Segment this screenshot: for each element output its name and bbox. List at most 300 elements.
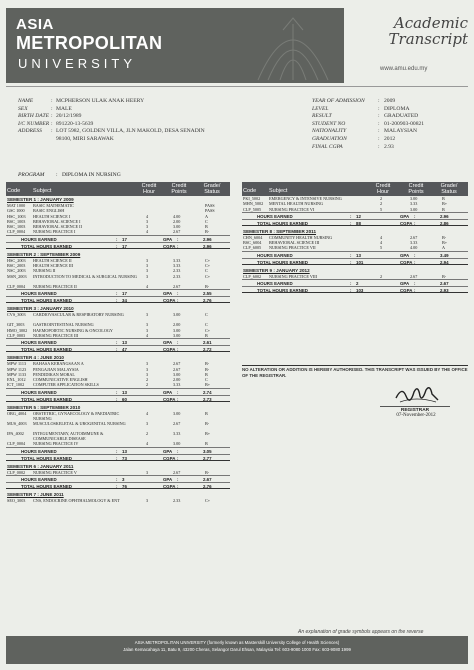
header-code: Code: [243, 188, 257, 194]
header-credit-hour: Credit Hour: [141, 183, 157, 195]
course-grade: B-: [205, 283, 210, 289]
course-code: SEO_3003: [7, 497, 26, 503]
course-subject: BEHAVIORAL SCIENCE III: [269, 240, 320, 246]
summary-gpa-label: GPA: [163, 291, 173, 297]
summary-colon: :: [116, 347, 118, 353]
summary-colon: :: [116, 476, 118, 482]
course-credit-points: 2.67: [173, 469, 181, 475]
semester-title: SEMESTER 1 : JANUARY 2009: [7, 197, 74, 202]
info-label: LEVEL: [312, 105, 329, 112]
summary-gpa: 2.67: [203, 476, 212, 482]
info-label: FINAL CGPA: [312, 143, 343, 150]
info-value: 2009: [384, 98, 396, 104]
course-code: IPA_4002: [7, 431, 24, 437]
summary-gpa: 2.76: [203, 298, 212, 304]
course-credit-hour: 3: [146, 263, 149, 269]
course-grade: C+: [205, 257, 211, 263]
summary-colon: :: [177, 347, 179, 353]
course-credit-points: 3.00: [173, 327, 181, 333]
header-rule: [6, 86, 468, 87]
info-label: I/C NUMBER: [18, 120, 50, 127]
registrar-title: REGISTRAR: [380, 406, 450, 413]
course-credit-points: 2.67: [173, 361, 181, 367]
summary-label: TOTAL HOURS EARNED: [21, 347, 72, 353]
document-title-line-2: Transcript: [388, 30, 468, 48]
course-grade: PASS: [205, 208, 215, 214]
summary-hours: 101: [356, 259, 364, 265]
course-code: ICT_1002: [7, 382, 25, 388]
info-value: DIPLOMA: [384, 105, 410, 112]
course-credit-hour: 3: [146, 312, 149, 318]
course-credit-points: 3.00: [173, 332, 181, 338]
course-credit-hour: 2: [146, 377, 149, 383]
total-hours-row: [242, 258, 468, 265]
total-hours-row: [242, 219, 468, 226]
table-header: [242, 182, 468, 196]
header-credit-points: Credit Points: [408, 183, 424, 195]
title-area: [340, 14, 468, 48]
university-logo: [6, 8, 344, 83]
hours-earned-row: [6, 388, 230, 395]
summary-gpa-label: CGPA: [400, 259, 413, 265]
course-subject: GASTROINTESTINAL NURSING: [33, 322, 94, 328]
summary-colon: :: [414, 281, 416, 287]
course-credit-points: 4.00: [173, 213, 181, 219]
course-grade: C: [205, 377, 208, 383]
course-code: OBG_4004: [7, 410, 27, 416]
summary-hours: 76: [122, 483, 127, 489]
course-row: [6, 411, 230, 421]
summary-colon: :: [177, 455, 179, 461]
info-label: ADDRESS: [18, 128, 42, 135]
course-subject: COMMUNICATIVE ENGLISH: [33, 377, 88, 383]
summary-colon: :: [350, 281, 352, 287]
summary-colon: :: [116, 243, 118, 249]
summary-gpa-label: CGPA: [163, 347, 176, 353]
semester-title: SEMESTER 9 : JANUARY 2012: [243, 267, 310, 273]
course-grade: C: [205, 268, 208, 274]
course-credit-hour: 4: [146, 410, 149, 416]
summary-gpa-label: GPA: [163, 389, 173, 395]
info-value: 20/12/1989: [56, 113, 82, 120]
summary-label: HOURS EARNED: [21, 389, 57, 395]
summary-label: TOTAL HOURS EARNED: [257, 220, 308, 226]
summary-colon: :: [414, 288, 416, 294]
summary-colon: :: [350, 220, 352, 226]
summary-hours: 88: [356, 220, 361, 226]
course-row: [6, 312, 230, 322]
header-grade-status: Grade/ Status: [203, 183, 221, 195]
course-grade: C: [205, 322, 208, 328]
info-colon: :: [378, 105, 380, 112]
summary-label: HOURS EARNED: [21, 340, 57, 346]
total-hours-row: [6, 296, 230, 303]
summary-gpa-label: GPA: [163, 448, 173, 454]
summary-colon: :: [177, 340, 179, 346]
course-subject: EMERGENCY & INTENSIVE NURSING: [269, 196, 342, 201]
course-credit-hour: 2: [380, 273, 383, 279]
course-code: BSC_1003: [7, 224, 26, 230]
summary-colon: :: [414, 252, 416, 258]
summary-hours: 73: [122, 455, 127, 461]
summary-hours: 17: [122, 291, 127, 297]
summary-colon: :: [116, 389, 118, 395]
summary-label: TOTAL HOURS EARNED: [257, 259, 308, 265]
course-credit-points: 2.00: [173, 218, 181, 224]
footer-line-2: Jalan Kemacahaya 11, Batu 9, 43200 Cheras, Selangor Darul Ehsan, Malaysia Tel: 603-9080 1000 Fax: 603-9080 1999: [123, 647, 351, 652]
info-value: MCPHERSON ULAK ANAK HEERY: [56, 98, 145, 104]
course-credit-hour: 5: [380, 245, 383, 251]
course-credit-points: 2.67: [173, 420, 181, 426]
summary-gpa: 2.74: [203, 389, 212, 395]
course-credit-hour: 3: [146, 361, 149, 367]
hours-earned-row: [242, 279, 468, 286]
info-colon: :: [51, 113, 53, 120]
course-code: BSC_1003: [7, 218, 26, 224]
summary-label: HOURS EARNED: [257, 252, 293, 258]
course-subject: BASIC ENGLISH: [33, 208, 65, 214]
course-code: MAT 1000: [7, 203, 26, 208]
authorization-notice: NO ALTERATION OR ADDITION IS HEREBY AUTHORISED. THIS TRANSCRIPT WAS ISSUED BY THE OFFICE OF THE REGISTRAR.: [242, 367, 468, 378]
course-code: CLP_0004: [7, 229, 26, 235]
course-code: GSC 1000: [7, 208, 25, 214]
info-value: LOT 5982, GOLDEN VILLA, JLN MAKOLD, DESA SENADIN 98100, MIRI SARAWAK: [56, 128, 205, 142]
info-colon: :: [378, 113, 380, 120]
course-credit-points: 2.67: [410, 273, 418, 279]
summary-label: HOURS EARNED: [257, 281, 293, 287]
summary-hours: 13: [122, 389, 127, 395]
course-subject: HEALTH SCIENCE I: [33, 213, 71, 219]
summary-gpa-label: CGPA: [163, 483, 176, 489]
course-credit-points: 2.00: [173, 322, 181, 328]
course-credit-hour: 5: [380, 206, 383, 212]
course-subject: HEALTH SCIENCE III: [33, 263, 74, 269]
course-credit-points: 2.67: [410, 234, 418, 240]
hours-earned-row: [242, 212, 468, 219]
summary-label: TOTAL HOURS EARNED: [21, 396, 72, 402]
summary-hours: 3: [122, 476, 125, 482]
course-credit-points: 3.33: [410, 201, 418, 207]
header-credit-points: Credit Points: [171, 183, 187, 195]
course-grade: B: [205, 224, 208, 230]
summary-gpa-label: CGPA: [163, 396, 176, 402]
course-credit-points: 2.67: [173, 366, 181, 372]
summary-gpa-label: CGPA: [163, 298, 176, 304]
table-header: [6, 182, 230, 196]
course-grade: C+: [205, 263, 211, 269]
summary-gpa: 2.94: [440, 259, 449, 265]
course-row: [6, 498, 230, 503]
info-value: 2.93: [384, 143, 394, 150]
course-subject: CNS, ENDOCRINE OPHTHALMOLOGY & ENT: [33, 497, 120, 503]
course-code: HMO_3002: [7, 327, 28, 333]
summary-colon: :: [177, 389, 179, 395]
hours-earned-row: [242, 251, 468, 258]
course-grade: B-: [205, 366, 210, 372]
summary-colon: :: [350, 288, 352, 294]
course-credit-points: 3.00: [410, 196, 418, 201]
logo-line-1: ASIA: [16, 16, 54, 33]
course-subject: NURSING PRACTICE I: [33, 229, 76, 235]
header-credit-hour: Credit Hour: [375, 183, 391, 195]
summary-gpa: 3.49: [440, 252, 449, 258]
registrar-signature-icon: [392, 382, 440, 406]
course-credit-points: 2.33: [173, 268, 181, 274]
course-code: CLP_0004: [7, 283, 26, 289]
summary-label: HOURS EARNED: [257, 213, 293, 219]
header-grade-status: Grade/ Status: [440, 183, 458, 195]
summary-colon: :: [414, 220, 416, 226]
info-colon: :: [378, 128, 380, 135]
info-colon: :: [51, 120, 53, 127]
info-colon: :: [51, 98, 53, 104]
course-subject: BAHASA KEBANGSAAN A: [33, 361, 84, 367]
info-value: MALAYSIAN: [384, 128, 418, 135]
total-hours-row: [6, 454, 230, 461]
logo-line-2: METROPOLITAN: [16, 33, 163, 53]
summary-gpa-label: GPA: [400, 252, 410, 258]
course-credit-hour: 3: [146, 366, 149, 372]
course-credit-hour: 3: [146, 420, 149, 426]
course-subject: INTRODUCTION TO MEDICAL & SURGICAL NURSING: [33, 273, 137, 279]
summary-hours: 60: [122, 396, 127, 402]
summary-colon: :: [350, 259, 352, 265]
course-credit-points: 2.33: [173, 497, 181, 503]
info-label: GRADUATION: [312, 136, 347, 142]
course-grade: PASS: [205, 203, 215, 208]
course-code: NSC_2003: [7, 268, 26, 274]
total-hours-row: [242, 286, 468, 293]
course-row: [6, 274, 230, 284]
course-subject: HEALTH SCIENCE II: [33, 257, 72, 263]
info-value: GRADUATED: [384, 113, 419, 120]
course-subject: HAEMOPOIETIC NURSING & ONCOLOGY: [33, 327, 113, 333]
course-credit-points: 3.00: [173, 312, 181, 318]
summary-label: HOURS EARNED: [21, 291, 57, 297]
course-grade: B: [205, 332, 208, 338]
course-credit-points: 3.33: [410, 240, 418, 246]
course-credit-points: 3.00: [173, 410, 181, 416]
course-credit-points: 4.00: [410, 245, 418, 251]
summary-gpa-label: GPA: [400, 213, 410, 219]
course-row: [6, 421, 230, 431]
course-subject: NURSING PRACTICE VI: [269, 206, 315, 212]
summary-hours: 13: [122, 340, 127, 346]
course-grade: B: [205, 371, 208, 377]
course-credit-hour: 4: [146, 213, 149, 219]
summary-colon: :: [116, 236, 118, 242]
info-label: NATIONALITY: [312, 128, 347, 135]
course-code: CLP_0002: [7, 469, 26, 475]
transcript-column-left: [6, 182, 230, 503]
footer: [6, 636, 468, 664]
course-credit-points: 2.00: [173, 377, 181, 383]
crest-watermark-icon: [238, 10, 348, 82]
course-credit-points: 3.33: [173, 263, 181, 269]
course-code: HSC_2003: [7, 257, 26, 263]
summary-label: HOURS EARNED: [21, 448, 57, 454]
course-subject: BASIC MATHEMATIC: [33, 203, 74, 208]
summary-colon: :: [177, 396, 179, 402]
summary-gpa-label: CGPA: [400, 288, 413, 294]
summary-gpa: 2.73: [203, 396, 212, 402]
info-value: 891220-13-5639: [56, 120, 94, 127]
course-grade: B: [205, 410, 208, 416]
website-url: www.amu.edu.my: [380, 66, 428, 72]
semester-title: SEMESTER 3 : JANUARY 2010: [7, 306, 74, 312]
summary-colon: :: [414, 213, 416, 219]
logo-line-3: UNIVERSITY: [18, 56, 137, 71]
course-credit-points: 3.33: [173, 382, 181, 388]
course-subject: NURSING PRACTICE II: [33, 283, 77, 289]
course-grade: B-: [205, 420, 210, 426]
summary-colon: :: [177, 236, 179, 242]
summary-gpa-label: CGPA: [400, 220, 413, 226]
semester-title: SEMESTER 8 : SEPTEMBER 2011: [243, 228, 317, 234]
course-credit-points: 3.00: [173, 441, 181, 447]
course-credit-hour: 2: [380, 196, 383, 201]
summary-gpa: 2.96: [203, 236, 212, 242]
info-colon: :: [378, 120, 380, 127]
info-colon: :: [51, 105, 53, 112]
total-hours-row: [6, 242, 230, 249]
course-subject: NURSING II: [33, 268, 56, 274]
info-colon: :: [51, 128, 53, 135]
course-credit-hour: 3: [146, 327, 149, 333]
summary-gpa-label: GPA: [163, 236, 173, 242]
hours-earned-row: [6, 475, 230, 482]
course-code: MPW 1123: [7, 366, 27, 372]
course-credit-hour: 3: [146, 371, 149, 377]
course-credit-points: 2.33: [173, 273, 181, 279]
course-subject: OBSTETRIC, GYNAECOLOGY & PAEDIATRIC NURSING: [33, 410, 120, 422]
course-grade: B+: [442, 240, 448, 246]
summary-gpa: 2.55: [203, 291, 212, 297]
course-credit-hour: 3: [146, 224, 149, 230]
info-label: YEAR OF ADMISSION: [312, 98, 365, 104]
summary-colon: :: [116, 291, 118, 297]
course-credit-hour: 3: [146, 322, 149, 328]
course-grade: A: [442, 245, 446, 251]
course-code: CHN_6004: [243, 234, 263, 240]
summary-label: TOTAL HOURS EARNED: [21, 243, 72, 249]
course-credit-hour: 4: [380, 240, 383, 246]
summary-colon: :: [177, 298, 179, 304]
course-code: BSC_6004: [243, 240, 262, 246]
course-code: MPW 1133: [7, 371, 27, 377]
info-label: BIRTH DATE: [18, 113, 50, 120]
info-value: MALE: [56, 105, 72, 112]
course-grade: B: [205, 441, 208, 447]
registrar-date: 07-November-2012: [396, 413, 436, 418]
course-code: MUS_4003: [7, 420, 27, 426]
info-label: NAME: [18, 98, 34, 104]
summary-label: TOTAL HOURS EARNED: [21, 298, 72, 304]
course-grade: B: [442, 206, 445, 212]
program-label: PROGRAM: [18, 172, 45, 178]
summary-colon: :: [116, 396, 118, 402]
summary-colon: :: [177, 448, 179, 454]
course-subject: INTEGUMENTARY, AUTOIMMUNE & COMMUNICABLE DISEASE: [33, 431, 104, 442]
course-subject: BEHAVIORAL SCIENCE I: [33, 218, 81, 224]
summary-hours: 34: [122, 298, 127, 304]
summary-label: TOTAL HOURS EARNED: [21, 455, 72, 461]
course-code: PKI_5002: [243, 196, 261, 201]
info-colon: :: [378, 136, 380, 142]
summary-colon: :: [116, 455, 118, 461]
summary-label: TOTAL HOURS EARNED: [257, 288, 308, 294]
semester-title: SEMESTER 2 : SEPTEMBER 2009: [7, 251, 81, 257]
course-code: CLP_0003: [7, 332, 26, 338]
course-grade: B-: [205, 361, 210, 367]
summary-colon: :: [177, 483, 179, 489]
summary-colon: :: [350, 252, 352, 258]
hours-earned-row: [6, 338, 230, 345]
info-label: RESULT: [312, 113, 332, 120]
course-code: MHN_5002: [243, 201, 264, 207]
summary-hours: 13: [356, 252, 361, 258]
summary-gpa-label: GPA: [163, 476, 173, 482]
summary-hours: 17: [122, 243, 127, 249]
info-value: 2012: [384, 136, 396, 142]
semester-title: SEMESTER 5 : SEPTEMBER 2010: [7, 404, 81, 410]
course-subject: MUSCULOSKELETAL & UROGENITAL NURSING: [33, 420, 126, 426]
header-code: Code: [7, 188, 21, 194]
summary-colon: :: [116, 298, 118, 304]
summary-gpa-label: CGPA: [163, 455, 176, 461]
course-subject: BEHAVIORAL SCIENCE II: [33, 224, 82, 230]
semester-title: SEMESTER 6 : JANUARY 2011: [7, 463, 74, 469]
course-grade: B+: [442, 201, 448, 207]
course-credit-hour: 4: [146, 332, 149, 338]
course-code: ENL_1012: [7, 377, 26, 383]
course-credit-hour: 3: [146, 497, 149, 503]
course-subject: NURSING PRACTICE III: [33, 332, 79, 338]
course-subject: NURSING PRACTICE VIII: [269, 273, 318, 279]
course-grade: A: [205, 213, 209, 219]
transcript-column-right: [242, 182, 468, 295]
course-code: CLP_5005: [243, 206, 262, 212]
course-credit-points: 3.00: [410, 206, 418, 212]
course-credit-hour: 3: [146, 268, 149, 274]
program-colon: :: [56, 172, 58, 178]
course-grade: B+: [205, 382, 211, 388]
hours-earned-row: [6, 289, 230, 296]
summary-hours: 2: [356, 281, 359, 287]
summary-colon: :: [116, 340, 118, 346]
course-grade: B-: [442, 234, 447, 240]
summary-gpa: 2.76: [203, 483, 212, 489]
course-subject: NURSING PRACTICE V: [33, 469, 77, 475]
course-code: GIT_3003: [7, 322, 25, 328]
summary-gpa: 2.96: [203, 243, 212, 249]
header-subject: Subject: [33, 188, 52, 194]
course-code: CLP_6002: [243, 273, 262, 279]
summary-colon: :: [177, 243, 179, 249]
course-subject: MENTAL HEALTH NURSING: [269, 201, 324, 207]
course-credit-points: 3.33: [173, 257, 181, 263]
summary-label: TOTAL HOURS EARNED: [21, 483, 72, 489]
info-label: SEX: [18, 105, 28, 112]
course-subject: NURSING PRACTICE VII: [269, 245, 316, 251]
course-grade: C+: [205, 497, 211, 503]
course-code: MSN_2003: [7, 273, 27, 279]
course-code: CVS_3003: [7, 312, 26, 318]
summary-gpa: 2.96: [440, 213, 449, 219]
summary-colon: :: [414, 259, 416, 265]
course-credit-hour: 3: [146, 257, 149, 263]
summary-gpa: 2.86: [440, 220, 449, 226]
